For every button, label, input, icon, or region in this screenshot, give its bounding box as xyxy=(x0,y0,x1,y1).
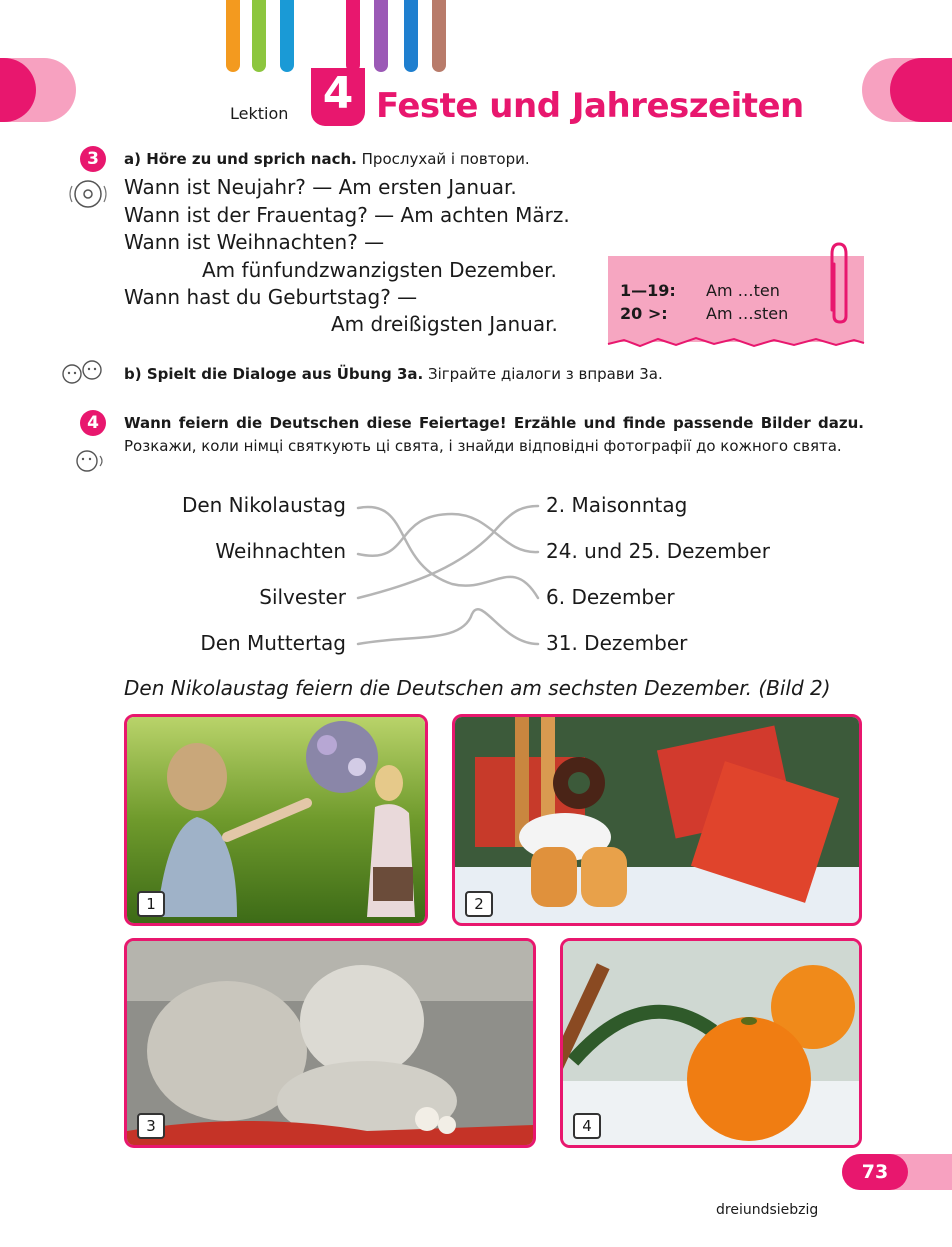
speaking-icon xyxy=(72,446,108,476)
matching-lines xyxy=(352,494,542,658)
photo-1 xyxy=(124,714,428,926)
dialogue-line: Wann hast du Geburtstag? — xyxy=(124,285,418,309)
right-header-pill-inner xyxy=(890,58,952,122)
dialogue-line: Wann ist der Frauentag? — Am achten März. xyxy=(124,203,570,227)
paper-clip-icon xyxy=(822,240,856,326)
match-left-item: Den Nikolaustag xyxy=(181,493,346,517)
photo-label: 2 xyxy=(465,891,493,917)
dialogue-line: Am dreißigsten Januar. xyxy=(331,312,558,336)
exercise-4-bold: Wann feiern die Deutschen diese Feiertage! Erzähle und finde passende Bilder dazu. xyxy=(124,414,864,432)
page-title: Feste und Jahreszeiten xyxy=(376,86,804,126)
exercise-3a-bold: a) Höre zu und sprich nach. xyxy=(124,150,357,168)
exercise-4-badge: 4 xyxy=(80,410,106,436)
photo-label: 4 xyxy=(573,1113,601,1139)
exercise-4-instruction xyxy=(124,412,864,458)
pair-work-icon xyxy=(58,358,110,388)
page-number-word: dreiundsiebzig xyxy=(716,1202,819,1218)
match-left-item: Den Muttertag xyxy=(200,631,346,655)
exercise-3-badge: 3 xyxy=(80,146,106,172)
match-right-item: 24. und 25. Dezember xyxy=(546,539,770,563)
angel-statue-image xyxy=(127,941,533,1145)
rule-card-torn-edge xyxy=(604,330,868,354)
audio-cd-icon[interactable] xyxy=(66,176,110,212)
dialogue-line: Am fünfundzwanzigsten Dezember. xyxy=(202,258,557,282)
dialogue-line: Wann ist Neujahr? — Am ersten Januar. xyxy=(124,175,517,199)
match-right-item: 2. Maisonntag xyxy=(546,493,688,517)
exercise-3b-translation: Зіграйте діалоги з вправи 3а. xyxy=(428,365,663,383)
exercise-3b-instruction xyxy=(124,363,663,386)
lektion-number: 4 xyxy=(311,68,365,126)
mother-child-flowers-image xyxy=(127,717,425,923)
example-sentence: Den Nikolaustag feiern die Deutschen am sechsten Dezember. (Bild 2) xyxy=(124,676,831,700)
photo-label: 3 xyxy=(137,1113,165,1139)
rule-form: Am …sten xyxy=(706,304,789,323)
photo-3 xyxy=(124,938,536,1148)
exercise-3a-translation: Прослухай і повтори. xyxy=(361,150,530,168)
rule-range: 20 >: xyxy=(620,304,668,323)
photo-label: 1 xyxy=(137,891,165,917)
match-right-item: 6. Dezember xyxy=(546,585,675,609)
rule-range: 1—19: xyxy=(620,281,676,300)
match-right-item: 31. Dezember xyxy=(546,631,688,655)
dialogue-line: Wann ist Weihnachten? — xyxy=(124,230,385,254)
tangerines-image xyxy=(563,941,859,1145)
nikolaus-boots-image xyxy=(455,717,859,923)
page-number: 73 xyxy=(842,1154,908,1190)
exercise-3b-bold: b) Spielt die Dialoge aus Übung 3a. xyxy=(124,365,424,383)
match-left-item: Weihnachten xyxy=(215,539,346,563)
lektion-label: Lektion xyxy=(230,104,289,123)
match-left-item: Silvester xyxy=(259,585,346,609)
exercise-4-translation: Розкажи, коли німці святкують ці свята, і знайди відповідні фотографії до кожного свята. xyxy=(124,437,842,455)
photo-4 xyxy=(560,938,862,1148)
exercise-3a-instruction xyxy=(124,148,530,171)
photo-2 xyxy=(452,714,862,926)
rule-form: Am …ten xyxy=(706,281,780,300)
